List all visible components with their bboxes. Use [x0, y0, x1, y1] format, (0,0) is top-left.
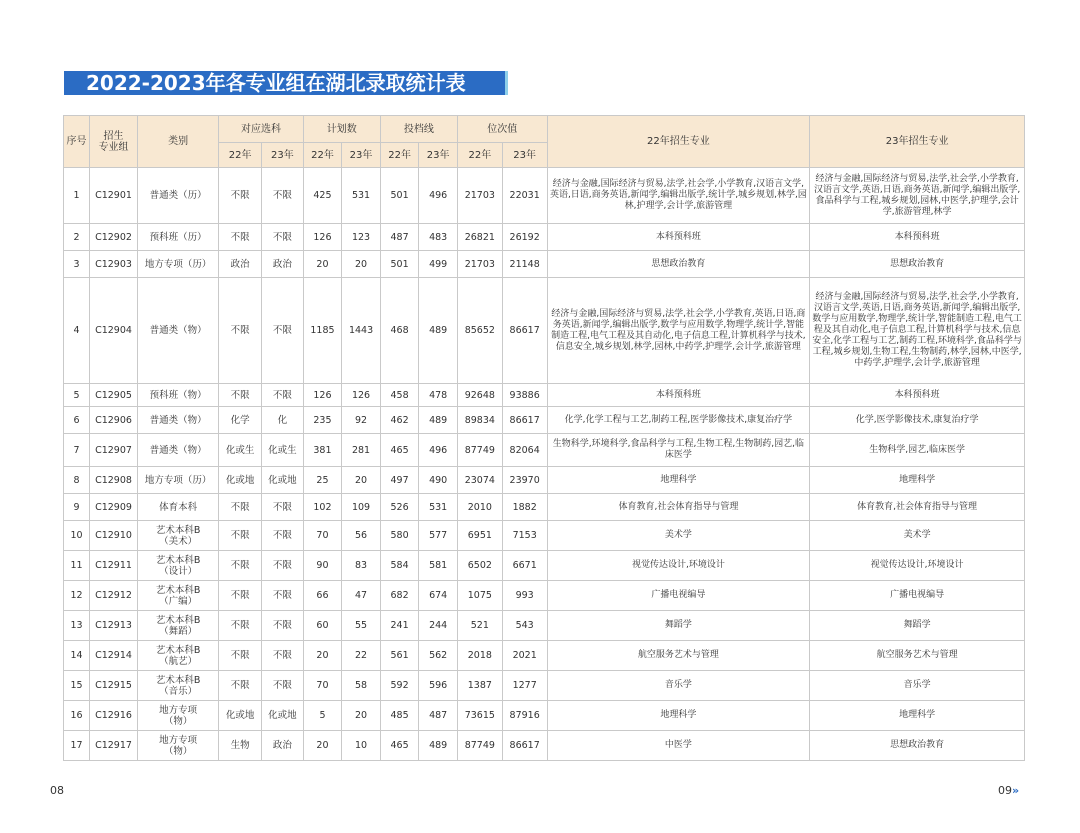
cell-cutoff-23: 496	[419, 434, 458, 467]
cell-rank-23: 543	[502, 611, 547, 641]
cell-seq: 4	[64, 278, 90, 384]
cell-rank-22: 6951	[457, 521, 502, 551]
cell-cutoff-22: 465	[380, 434, 419, 467]
page-number-right	[998, 784, 1019, 797]
header-cutoff-23: 23年	[419, 143, 458, 168]
cell-major-22: 视觉传达设计,环境设计	[547, 551, 810, 581]
cell-subject-23: 不限	[262, 521, 304, 551]
cell-rank-23: 1277	[502, 671, 547, 701]
cell-rank-23: 26192	[502, 224, 547, 251]
cell-major-22: 音乐学	[547, 671, 810, 701]
cell-major-22: 体育教育,社会体育指导与管理	[547, 494, 810, 521]
cell-group: C12910	[90, 521, 138, 551]
cell-cutoff-23: 562	[419, 641, 458, 671]
header-subject-23: 23年	[262, 143, 304, 168]
cell-seq: 12	[64, 581, 90, 611]
cell-cutoff-23: 577	[419, 521, 458, 551]
cell-rank-22: 89834	[457, 407, 502, 434]
header-rank-23: 23年	[502, 143, 547, 168]
cell-rank-22: 23074	[457, 467, 502, 494]
cell-subject-23: 不限	[262, 611, 304, 641]
cell-rank-22: 85652	[457, 278, 502, 384]
header-rank-22: 22年	[457, 143, 502, 168]
table-row	[64, 467, 1025, 494]
cell-rank-22: 1387	[457, 671, 502, 701]
cell-subject-23: 政治	[262, 731, 304, 761]
cell-subject-22: 生物	[219, 731, 262, 761]
cell-category: 预科班（物）	[137, 384, 218, 407]
cell-cutoff-22: 468	[380, 278, 419, 384]
cell-category: 艺术本科B （舞蹈）	[137, 611, 218, 641]
cell-major-22: 中医学	[547, 731, 810, 761]
cell-plan-22: 5	[303, 701, 342, 731]
cell-seq: 9	[64, 494, 90, 521]
table-row	[64, 581, 1025, 611]
cell-cutoff-22: 487	[380, 224, 419, 251]
cell-subject-23: 不限	[262, 494, 304, 521]
cell-cutoff-22: 462	[380, 407, 419, 434]
cell-plan-22: 90	[303, 551, 342, 581]
table-row	[64, 384, 1025, 407]
header-plan: 计划数	[303, 116, 380, 143]
cell-rank-23: 6671	[502, 551, 547, 581]
cell-plan-22: 235	[303, 407, 342, 434]
table-row	[64, 731, 1025, 761]
cell-plan-22: 60	[303, 611, 342, 641]
cell-major-23: 舞蹈学	[810, 611, 1025, 641]
header-major-22: 22年招生专业	[547, 116, 810, 168]
cell-plan-22: 20	[303, 641, 342, 671]
cell-plan-22: 25	[303, 467, 342, 494]
cell-category: 预科班（历）	[137, 224, 218, 251]
table-row	[64, 611, 1025, 641]
cell-major-22: 美术学	[547, 521, 810, 551]
cell-major-23: 地理科学	[810, 467, 1025, 494]
cell-category: 普通类（物）	[137, 278, 218, 384]
cell-cutoff-23: 581	[419, 551, 458, 581]
cell-plan-22: 20	[303, 731, 342, 761]
cell-rank-23: 87916	[502, 701, 547, 731]
cell-major-23: 本科预科班	[810, 224, 1025, 251]
table-row	[64, 278, 1025, 384]
cell-rank-22: 87749	[457, 731, 502, 761]
cell-major-23: 思想政治教育	[810, 731, 1025, 761]
cell-group: C12906	[90, 407, 138, 434]
cell-plan-23: 56	[342, 521, 381, 551]
cell-category: 普通类（物）	[137, 407, 218, 434]
cell-rank-22: 26821	[457, 224, 502, 251]
cell-cutoff-22: 592	[380, 671, 419, 701]
cell-subject-23: 不限	[262, 671, 304, 701]
cell-rank-23: 2021	[502, 641, 547, 671]
cell-seq: 16	[64, 701, 90, 731]
cell-subject-22: 化或地	[219, 467, 262, 494]
cell-rank-23: 7153	[502, 521, 547, 551]
cell-subject-22: 化或地	[219, 701, 262, 731]
cell-subject-23: 政治	[262, 251, 304, 278]
cell-subject-22: 政治	[219, 251, 262, 278]
cell-major-22: 经济与金融,国际经济与贸易,法学,社会学,小学教育,英语,日语,商务英语,新闻学,编辑出版学,数学与应用数学,物理学,统计学,智能制造工程,电气工程及其自动化,电子信息工程,计算机科学与技术,信息安全,城乡规划,林学,园林,中药学,护理学,会计学,旅游管理	[547, 278, 810, 384]
table-row	[64, 671, 1025, 701]
cell-major-22: 舞蹈学	[547, 611, 810, 641]
cell-plan-23: 58	[342, 671, 381, 701]
cell-major-23: 航空服务艺术与管理	[810, 641, 1025, 671]
table-row	[64, 521, 1025, 551]
cell-category: 艺术本科B （航艺）	[137, 641, 218, 671]
cell-cutoff-23: 483	[419, 224, 458, 251]
cell-group: C12902	[90, 224, 138, 251]
cell-category: 体育本科	[137, 494, 218, 521]
cell-group: C12904	[90, 278, 138, 384]
cell-seq: 8	[64, 467, 90, 494]
cell-rank-23: 86617	[502, 278, 547, 384]
cell-plan-23: 109	[342, 494, 381, 521]
cell-rank-22: 2018	[457, 641, 502, 671]
cell-major-23: 体育教育,社会体育指导与管理	[810, 494, 1025, 521]
cell-cutoff-23: 674	[419, 581, 458, 611]
cell-seq: 1	[64, 168, 90, 224]
cell-major-23: 地理科学	[810, 701, 1025, 731]
cell-group: C12914	[90, 641, 138, 671]
cell-plan-23: 83	[342, 551, 381, 581]
table-body	[64, 168, 1025, 761]
cell-rank-23: 993	[502, 581, 547, 611]
cell-subject-23: 不限	[262, 224, 304, 251]
cell-rank-23: 21148	[502, 251, 547, 278]
cell-subject-23: 不限	[262, 278, 304, 384]
cell-subject-23: 不限	[262, 551, 304, 581]
cell-major-22: 本科预科班	[547, 224, 810, 251]
cell-subject-23: 化或地	[262, 467, 304, 494]
header-plan-22: 22年	[303, 143, 342, 168]
cell-subject-22: 不限	[219, 581, 262, 611]
cell-seq: 7	[64, 434, 90, 467]
header-subject: 对应选科	[219, 116, 303, 143]
cell-seq: 5	[64, 384, 90, 407]
cell-cutoff-22: 682	[380, 581, 419, 611]
cell-seq: 13	[64, 611, 90, 641]
cell-plan-22: 20	[303, 251, 342, 278]
cell-cutoff-22: 458	[380, 384, 419, 407]
cell-cutoff-22: 465	[380, 731, 419, 761]
cell-rank-23: 82064	[502, 434, 547, 467]
cell-cutoff-23: 531	[419, 494, 458, 521]
cell-plan-22: 126	[303, 384, 342, 407]
cell-cutoff-23: 499	[419, 251, 458, 278]
cell-subject-23: 不限	[262, 384, 304, 407]
cell-subject-22: 不限	[219, 384, 262, 407]
cell-seq: 6	[64, 407, 90, 434]
cell-cutoff-23: 489	[419, 407, 458, 434]
cell-cutoff-23: 478	[419, 384, 458, 407]
cell-subject-23: 不限	[262, 168, 304, 224]
cell-plan-23: 123	[342, 224, 381, 251]
cell-rank-22: 73615	[457, 701, 502, 731]
cell-group: C12907	[90, 434, 138, 467]
cell-major-22: 本科预科班	[547, 384, 810, 407]
cell-seq: 2	[64, 224, 90, 251]
cell-cutoff-23: 490	[419, 467, 458, 494]
cell-major-23: 生物科学,园艺,临床医学	[810, 434, 1025, 467]
cell-plan-22: 425	[303, 168, 342, 224]
cell-rank-23: 23970	[502, 467, 547, 494]
cell-cutoff-22: 497	[380, 467, 419, 494]
cell-plan-23: 1443	[342, 278, 381, 384]
cell-seq: 14	[64, 641, 90, 671]
cell-cutoff-23: 489	[419, 731, 458, 761]
cell-subject-23: 不限	[262, 641, 304, 671]
header-group: 招生 专业组	[90, 116, 138, 168]
cell-plan-22: 381	[303, 434, 342, 467]
cell-plan-23: 126	[342, 384, 381, 407]
header-subject-22: 22年	[219, 143, 262, 168]
table-row	[64, 434, 1025, 467]
cell-cutoff-23: 596	[419, 671, 458, 701]
cell-cutoff-22: 241	[380, 611, 419, 641]
cell-plan-22: 102	[303, 494, 342, 521]
table-row	[64, 407, 1025, 434]
cell-group: C12916	[90, 701, 138, 731]
cell-rank-23: 86617	[502, 407, 547, 434]
cell-plan-22: 126	[303, 224, 342, 251]
next-page-icon: »	[1012, 784, 1020, 797]
cell-rank-22: 521	[457, 611, 502, 641]
cell-category: 艺术本科B （美术）	[137, 521, 218, 551]
table-row	[64, 168, 1025, 224]
cell-cutoff-23: 496	[419, 168, 458, 224]
cell-category: 地方专项（历）	[137, 467, 218, 494]
cell-cutoff-23: 487	[419, 701, 458, 731]
cell-category: 艺术本科B （广编）	[137, 581, 218, 611]
cell-major-22: 地理科学	[547, 701, 810, 731]
cell-major-23: 经济与金融,国际经济与贸易,法学,社会学,小学教育,汉语言文学,英语,日语,商务英语,新闻学,编辑出版学,食品科学与工程,城乡规划,园林,中医学,护理学,会计学,旅游管理,林学	[810, 168, 1025, 224]
cell-rank-22: 2010	[457, 494, 502, 521]
cell-plan-23: 22	[342, 641, 381, 671]
cell-subject-23: 不限	[262, 581, 304, 611]
cell-category: 地方专项（历）	[137, 251, 218, 278]
cell-rank-22: 21703	[457, 168, 502, 224]
cell-group: C12908	[90, 467, 138, 494]
table-row	[64, 701, 1025, 731]
cell-group: C12917	[90, 731, 138, 761]
cell-rank-23: 22031	[502, 168, 547, 224]
cell-subject-22: 不限	[219, 641, 262, 671]
cell-group: C12915	[90, 671, 138, 701]
cell-subject-22: 不限	[219, 278, 262, 384]
cell-plan-23: 92	[342, 407, 381, 434]
cell-group: C12909	[90, 494, 138, 521]
cell-rank-22: 1075	[457, 581, 502, 611]
cell-group: C12911	[90, 551, 138, 581]
cell-plan-23: 55	[342, 611, 381, 641]
cell-subject-22: 不限	[219, 611, 262, 641]
cell-major-22: 化学,化学工程与工艺,制药工程,医学影像技术,康复治疗学	[547, 407, 810, 434]
page-number-left: 08	[50, 784, 64, 797]
cell-plan-23: 281	[342, 434, 381, 467]
cell-major-23: 思想政治教育	[810, 251, 1025, 278]
header-cutoff: 投档线	[380, 116, 457, 143]
header-category: 类别	[137, 116, 218, 168]
cell-cutoff-22: 485	[380, 701, 419, 731]
cell-plan-22: 70	[303, 521, 342, 551]
cell-seq: 10	[64, 521, 90, 551]
header-plan-23: 23年	[342, 143, 381, 168]
cell-cutoff-22: 580	[380, 521, 419, 551]
table-row	[64, 551, 1025, 581]
cell-category: 艺术本科B （音乐）	[137, 671, 218, 701]
table-row	[64, 494, 1025, 521]
cell-cutoff-22: 526	[380, 494, 419, 521]
cell-major-23: 广播电视编导	[810, 581, 1025, 611]
cell-major-23: 音乐学	[810, 671, 1025, 701]
cell-category: 普通类（历）	[137, 168, 218, 224]
cell-major-23: 经济与金融,国际经济与贸易,法学,社会学,小学教育,汉语言文学,英语,日语,商务英语,新闻学,编辑出版学,数学与应用数学,物理学,统计学,智能制造工程,电气工程及其自动化,电子信息工程,计算机科学与技术,信息安全,化学工程与工艺,制药工程,环境科学,食品科学与工程,城乡规划,生物工程,生物制药,林学,园林,中医学,中药学,护理学,会计学,旅游管理	[810, 278, 1025, 384]
cell-plan-23: 20	[342, 251, 381, 278]
cell-subject-22: 化学	[219, 407, 262, 434]
cell-major-23: 化学,医学影像技术,康复治疗学	[810, 407, 1025, 434]
cell-plan-23: 531	[342, 168, 381, 224]
cell-subject-23: 化或生	[262, 434, 304, 467]
cell-subject-23: 化或地	[262, 701, 304, 731]
cell-group: C12903	[90, 251, 138, 278]
table-row	[64, 251, 1025, 278]
cell-subject-22: 不限	[219, 551, 262, 581]
cell-seq: 15	[64, 671, 90, 701]
header-cutoff-22: 22年	[380, 143, 419, 168]
cell-subject-23: 化	[262, 407, 304, 434]
cell-plan-22: 1185	[303, 278, 342, 384]
cell-seq: 11	[64, 551, 90, 581]
cell-cutoff-23: 244	[419, 611, 458, 641]
cell-cutoff-22: 501	[380, 251, 419, 278]
cell-plan-23: 20	[342, 701, 381, 731]
cell-rank-22: 6502	[457, 551, 502, 581]
cell-subject-22: 化或生	[219, 434, 262, 467]
cell-plan-23: 10	[342, 731, 381, 761]
header-seq: 序号	[64, 116, 90, 168]
cell-cutoff-22: 501	[380, 168, 419, 224]
page-title: 2022-2023年各专业组在湖北录取统计表	[64, 71, 508, 95]
cell-plan-23: 47	[342, 581, 381, 611]
cell-subject-22: 不限	[219, 168, 262, 224]
cell-category: 地方专项 （物）	[137, 731, 218, 761]
cell-plan-22: 66	[303, 581, 342, 611]
cell-major-23: 视觉传达设计,环境设计	[810, 551, 1025, 581]
cell-plan-23: 20	[342, 467, 381, 494]
cell-rank-22: 87749	[457, 434, 502, 467]
cell-major-22: 地理科学	[547, 467, 810, 494]
cell-major-22: 经济与金融,国际经济与贸易,法学,社会学,小学教育,汉语言文学,英语,日语,商务英语,新闻学,编辑出版学,统计学,城乡规划,林学,园林,护理学,会计学,旅游管理	[547, 168, 810, 224]
cell-subject-22: 不限	[219, 224, 262, 251]
cell-category: 普通类（物）	[137, 434, 218, 467]
admission-stats-table	[63, 115, 1025, 761]
cell-rank-22: 92648	[457, 384, 502, 407]
cell-cutoff-23: 489	[419, 278, 458, 384]
cell-group: C12912	[90, 581, 138, 611]
cell-subject-22: 不限	[219, 671, 262, 701]
cell-major-22: 思想政治教育	[547, 251, 810, 278]
cell-major-22: 航空服务艺术与管理	[547, 641, 810, 671]
cell-cutoff-22: 561	[380, 641, 419, 671]
cell-rank-23: 93886	[502, 384, 547, 407]
cell-major-23: 美术学	[810, 521, 1025, 551]
cell-major-22: 生物科学,环境科学,食品科学与工程,生物工程,生物制药,园艺,临床医学	[547, 434, 810, 467]
cell-major-23: 本科预科班	[810, 384, 1025, 407]
page-number-right-text: 09	[998, 784, 1012, 797]
cell-major-22: 广播电视编导	[547, 581, 810, 611]
cell-seq: 3	[64, 251, 90, 278]
cell-cutoff-22: 584	[380, 551, 419, 581]
cell-subject-22: 不限	[219, 521, 262, 551]
cell-category: 地方专项 （物）	[137, 701, 218, 731]
cell-rank-23: 1882	[502, 494, 547, 521]
cell-category: 艺术本科B （设计）	[137, 551, 218, 581]
cell-subject-22: 不限	[219, 494, 262, 521]
cell-plan-22: 70	[303, 671, 342, 701]
cell-rank-23: 86617	[502, 731, 547, 761]
cell-seq: 17	[64, 731, 90, 761]
cell-group: C12913	[90, 611, 138, 641]
table-header	[64, 116, 1025, 168]
header-major-23: 23年招生专业	[810, 116, 1025, 168]
cell-group: C12901	[90, 168, 138, 224]
cell-rank-22: 21703	[457, 251, 502, 278]
table-row	[64, 224, 1025, 251]
cell-group: C12905	[90, 384, 138, 407]
header-rank: 位次值	[457, 116, 547, 143]
table-row	[64, 641, 1025, 671]
